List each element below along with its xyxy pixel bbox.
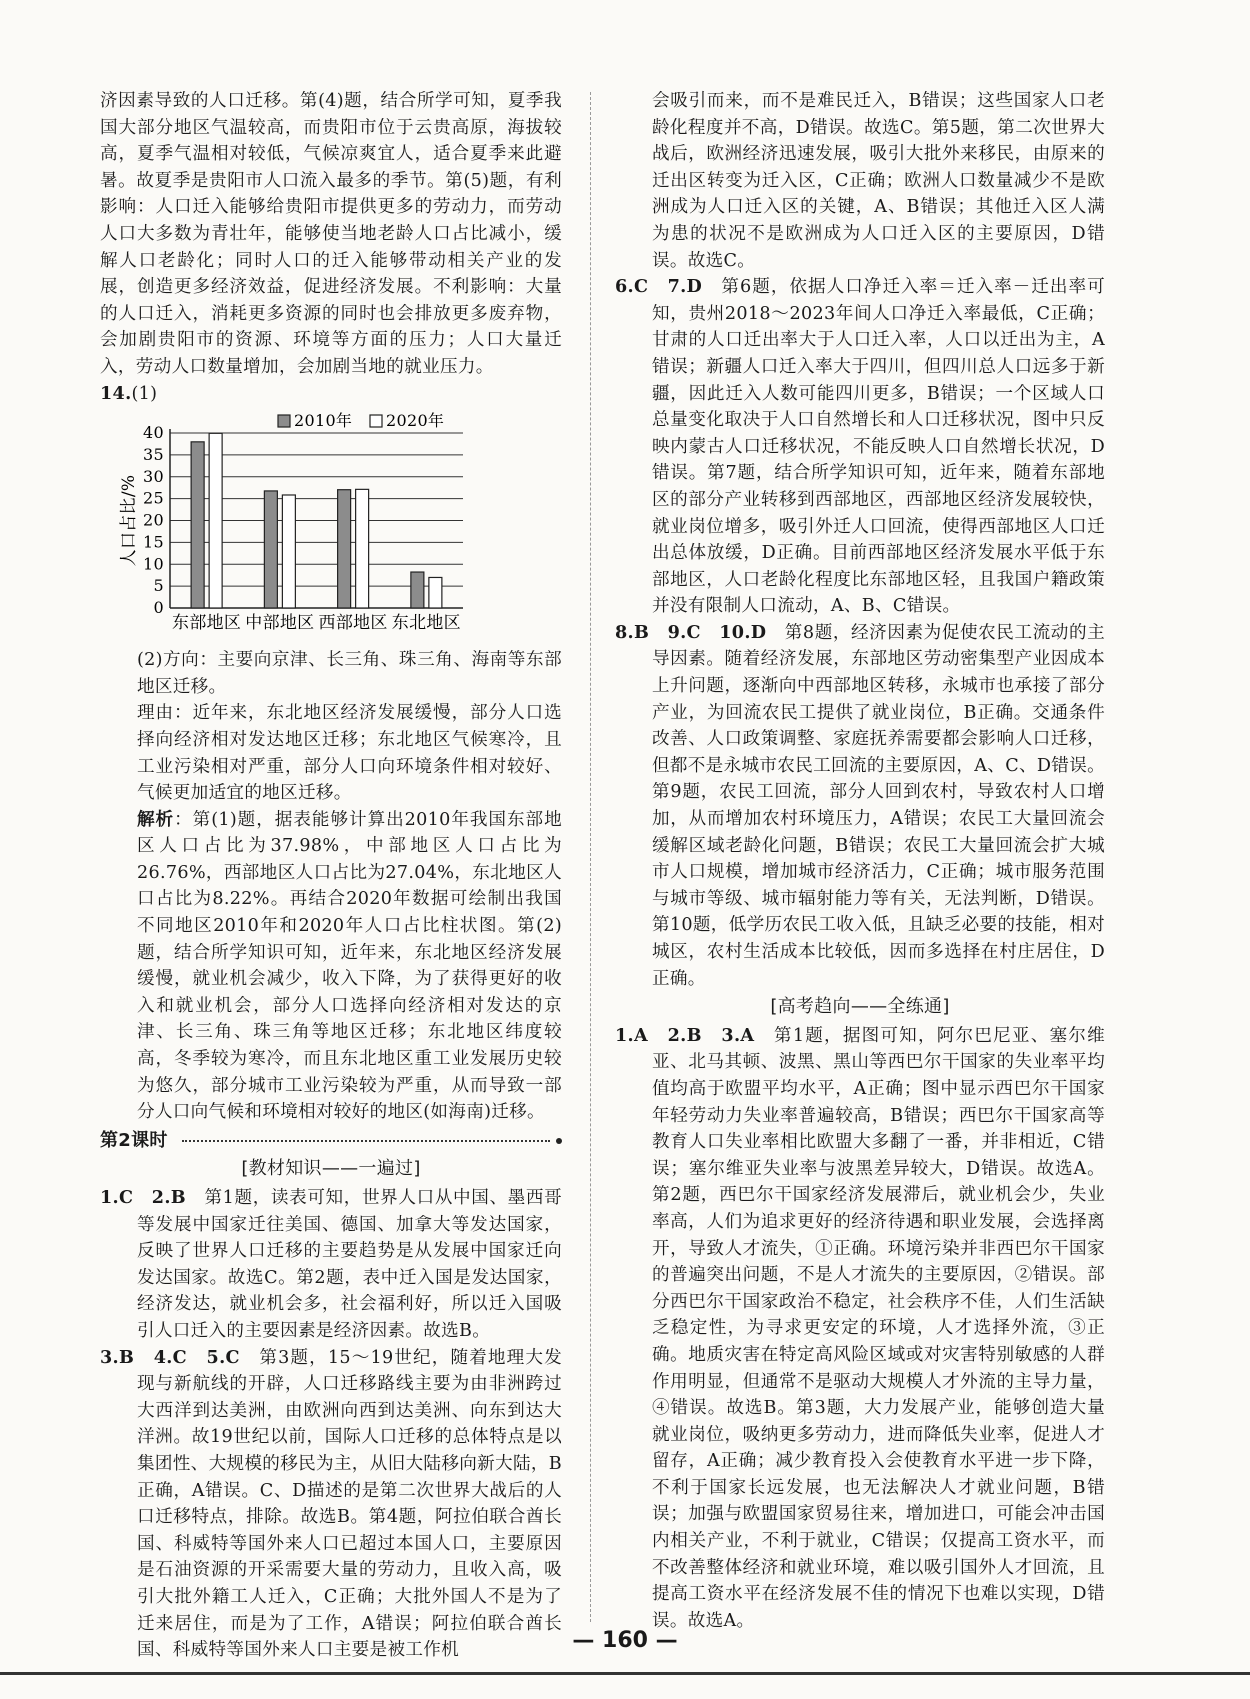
section-heading-textbook: [教材知识——一遍过] bbox=[241, 1158, 421, 1180]
page-number: — 160 — bbox=[572, 1628, 678, 1653]
q14-part1-label: (1) bbox=[131, 383, 158, 404]
x-tick-label: 东部地区 bbox=[172, 613, 242, 634]
q14-part2-answer: (2)方向：主要向京津、长三角、珠三角、海南等东部地区迁移。 bbox=[136, 650, 562, 697]
legend-swatch-2010年 bbox=[278, 415, 290, 427]
answer-8-10 bbox=[615, 620, 1105, 992]
bottom-border bbox=[0, 1672, 1250, 1675]
answer-3-5-nums: 3.B 4.C 5.C bbox=[100, 1346, 240, 1368]
q14-heading bbox=[100, 381, 562, 408]
lesson-title: 第2课时 bbox=[100, 1129, 168, 1151]
x-tick-label: 西部地区 bbox=[318, 613, 388, 634]
legend-swatch-2020年 bbox=[370, 415, 382, 427]
x-tick-label: 东北地区 bbox=[391, 613, 461, 634]
exam-answer-1-3-text: 第1题，据图可知，阿尔巴尼亚、塞尔维亚、北马其顿、波黑、黑山等西巴尔干国家的失业率平均值均高于欧盟平均水平，A正确；图中显示西巴尔干国家年轻劳动力失业率普遍较高，B错误；西巴尔干国家高等教育人口失业率相比欧盟大多翻了一番，并非相近，C错误；塞尔维亚失业率与波黑差异较大，D错误。故选A。第2题，西巴尔干国家经济发展滞后，就业机会少，失业率高，人们为追求更好的经济待遇和职业发展，会选择离开，导致人才流失，①正确。环境污染并非西巴尔干国家的普遍突出问题，不是人才流失的主要原因，②错误。部分西巴尔干国家政治不稳定，社会秩序不佳，人们生活缺乏稳定性，为寻求更安定的环境，人才选择外流，③正确。地质灾害在特定高风险区域或对灾害特别敏感的人群作用明显，但通常不是驱动大规模人才外流的主导力量，④错误。故选B。第3题，大力发展产业，能够创造大量就业岗位，吸纳更多劳动力，进而降低失业率，促进人才留存，A正确；减少教育投入会使教育水平进一步下降，不利于国家长远发展，也无法解决人才就业问题，B错误；加强与欧盟国家贸易往来，增加进口，可能会冲击国内相关产业，不利于就业，C错误；仅提高工资水平，而不改善整体经济和就业环境，难以吸引国外人才回流，且提高工资水平在经济发展不佳的情况下也难以实现，D错误。故选A。 bbox=[651, 1025, 1105, 1631]
y-tick-label: 40 bbox=[143, 423, 164, 443]
y-tick-label: 10 bbox=[143, 554, 164, 574]
answer-3-5 bbox=[100, 1345, 562, 1664]
y-axis-label: 人口占比/% bbox=[119, 474, 139, 567]
bar-2010年-中部地区 bbox=[264, 491, 277, 608]
bar-2020年-西部地区 bbox=[356, 489, 369, 608]
answer-5-continued: 会吸引而来，而不是难民迁入，B错误；这些国家人口老龄化程度并不高，D错误。故选C。第5题，第二次世界大战后，欧洲经济迅速发展，吸引大批外来移民，由原来的迁出区转变为迁入区，C正确；欧洲人口数量减少不是欧洲成为人口迁入区的关键，A、B错误；其他迁入区人满为患的状况不是欧洲成为人口迁入区的主要原因，D错误。故选C。 bbox=[651, 91, 1105, 271]
answer-8-10-nums: 8.B 9.C 10.D bbox=[615, 621, 767, 643]
q14-number: 14. bbox=[100, 382, 132, 404]
answer-1-2-nums: 1.C 2.B bbox=[100, 1187, 186, 1208]
column-divider bbox=[590, 92, 591, 1622]
exam-answer-1-3-nums: 1.A 2.B 3.A bbox=[615, 1024, 755, 1046]
q14-analysis bbox=[100, 807, 562, 1126]
bar-2010年-东北地区 bbox=[411, 572, 424, 608]
analysis-text: ：第(1)题，据表能够计算出2010年我国东部地区人口占比为37.98%，中部地区人口占比为26.76%，西部地区人口占比为27.04%，东北地区人口占比为8.22%。再结合2020年数据可绘制出我国不同地区2010年和2020年人口占比柱状图。第(2)题，结合所学知识可知，近年来，东北地区经济发展缓慢，就业机会减少，收入下降，为了获得更好的收入和就业机会，部分人口选择向经济相对发达的京津、长三角、珠三角等地区迁移；东北地区纬度较高，冬季较为寒冷，而且东北地区重工业发展历史较为悠久，部分城市工业污染较为严重，从而导致一部分人口向气候和环境相对较好的地区(如海南)迁移。 bbox=[136, 809, 562, 1123]
y-tick-label: 25 bbox=[143, 488, 164, 508]
answer-6-7-nums: 6.C 7.D bbox=[615, 276, 703, 298]
y-tick-label: 15 bbox=[143, 532, 164, 552]
bar-2010年-东部地区 bbox=[191, 442, 204, 608]
y-tick-label: 35 bbox=[143, 445, 164, 464]
population-chart bbox=[118, 411, 538, 643]
answer-6-7 bbox=[615, 274, 1105, 620]
legend-label: 2020年 bbox=[386, 411, 445, 431]
rule-endpoint bbox=[556, 1138, 562, 1144]
analysis-label: 解析 bbox=[136, 808, 175, 830]
bar-2020年-东北地区 bbox=[429, 578, 442, 609]
left-column bbox=[100, 88, 562, 1664]
answer-6-7-text: 第6题，依据人口净迁入率＝迁入率－迁出率可知，贵州2018～2023年间人口净迁入率最低，C正确；甘肃的人口迁出率大于人口迁入率，人口以迁出为主，A错误；新疆人口迁入率大于四川，但四川总人口远多于新疆，因此迁入人数可能四川更多，B错误；一个区域人口总量变化取决于人口自然增长和人口迁移状况，图中只反映内蒙古人口迁移状况，不能反映人口自然增长状况，D错误。第7题，结合所学知识可知，近年来，随着东部地区的部分产业转移到西部地区，西部地区经济发展较快，就业岗位增多，吸引外迁人口回流，使得西部地区人口迁出总体放缓，D正确。目前西部地区经济发展水平低于东部地区，人口老龄化程度比东部地区轻，且我国户籍政策并没有限制人口流动，A、B、C错误。 bbox=[651, 277, 1105, 617]
bar-2020年-东部地区 bbox=[209, 433, 222, 608]
right-column bbox=[615, 88, 1105, 1634]
paragraph-q13-continued: 济因素导致的人口迁移。第(4)题，结合所学可知，夏季我国大部分地区气温较高，而贵阳市位于云贵高原，海拔较高，夏季气温相对较低，气候凉爽宜人，适合夏季来此避暑。故夏季是贵阳市人口流入最多的季节。第(5)题，有利影响：人口迁入能够给贵阳市提供更多的劳动力，而劳动人口大多数为青壮年，能够使当地老龄人口占比减小，缓解人口老龄化；同时人口的迁入能够带动相关产业的发展，创造更多经济效益，促进经济发展。不利影响：大量的人口迁入，消耗更多资源的同时也会排放更多废弃物，会加剧贵阳市的资源、环境等方面的压力；人口大量迁入，劳动人口数量增加，会加剧当地的就业压力。 bbox=[100, 91, 562, 377]
lesson-heading bbox=[100, 1128, 562, 1155]
q14-reason: 理由：近年来，东北地区经济发展缓慢，部分人口选择向经济相对发达地区迁移；东北地区气候寒冷，且工业污染相对严重，部分人口向环境条件相对较好、气候更加适宜的地区迁移。 bbox=[136, 703, 562, 804]
answer-8-10-text: 第8题，经济因素为促使农民工流动的主导因素。随着经济发展，东部地区劳动密集型产业因成本上升问题，逐渐向中西部地区转移，永城市也承接了部分产业，为回流农民工提供了就业岗位，B正确。交通条件改善、人口政策调整、家庭抚养需要都会影响人口迁移，但都不是永城市农民工回流的主要原因，A、C、D错误。第9题，农民工回流，部分人回到农村，导致农村人口增加，从而增加农村环境压力，A错误；农民工大量回流会缓解区域老龄化问题，B错误；农民工大量回流会扩大城市人口规模，增加城市经济活力，C正确；城市服务范围与城市等级、城市辐射能力等有关，无法判断，D错误。第10题，低学历农民工收入低，且缺乏必要的技能，相对城区，农村生活成本比较低，因而多选择在村庄居住，D正确。 bbox=[651, 622, 1105, 989]
y-tick-label: 30 bbox=[143, 466, 164, 486]
dotted-rule bbox=[182, 1140, 550, 1142]
population-bar-chart bbox=[118, 411, 538, 643]
x-tick-label: 中部地区 bbox=[245, 613, 315, 634]
answer-3-5-text: 第3题，15～19世纪，随着地理大发现与新航线的开辟，人口迁移路线主要为由非洲跨过大西洋到达美洲，由欧洲向西到达美洲、向东到达大洋洲。故19世纪以前，国际人口迁移的总体特点是以集团性、大规模的移民为主，从旧大陆移向新大陆，B正确，A错误。C、D描述的是第二次世界大战后的人口迁移特点，排除。故选B。第4题，阿拉伯联合酋长国、科威特等国外来人口已超过本国人口，主要原因是石油资源的开采需要大量的劳动力，且收入高，吸引大批外籍工人迁入，C正确；大批外国人不是为了迁来居住，而是为了工作，A错误；阿拉伯联合酋长国、科威特等国外来人口主要是被工作机 bbox=[136, 1347, 562, 1661]
section-heading-exam: [高考趋向——全练通] bbox=[770, 996, 950, 1018]
y-tick-label: 5 bbox=[153, 576, 164, 596]
answer-1-2 bbox=[100, 1185, 562, 1345]
bar-2010年-西部地区 bbox=[338, 490, 351, 608]
bar-2020年-中部地区 bbox=[282, 495, 295, 608]
legend-label: 2010年 bbox=[294, 411, 353, 431]
answer-1-2-text: 第1题，读表可知，世界人口从中国、墨西哥等发展中国家迁往美国、德国、加拿大等发达国家，反映了世界人口迁移的主要趋势是从发展中国家迁向发达国家。故选C。第2题，表中迁入国是发达国家，经济发达，就业机会多，社会福利好，所以迁入国吸引人口迁入的主要因素是经济因素。故选B。 bbox=[136, 1188, 562, 1341]
exam-answer-1-3 bbox=[615, 1023, 1105, 1635]
y-tick-label: 20 bbox=[143, 510, 164, 530]
y-tick-label: 0 bbox=[153, 598, 164, 618]
